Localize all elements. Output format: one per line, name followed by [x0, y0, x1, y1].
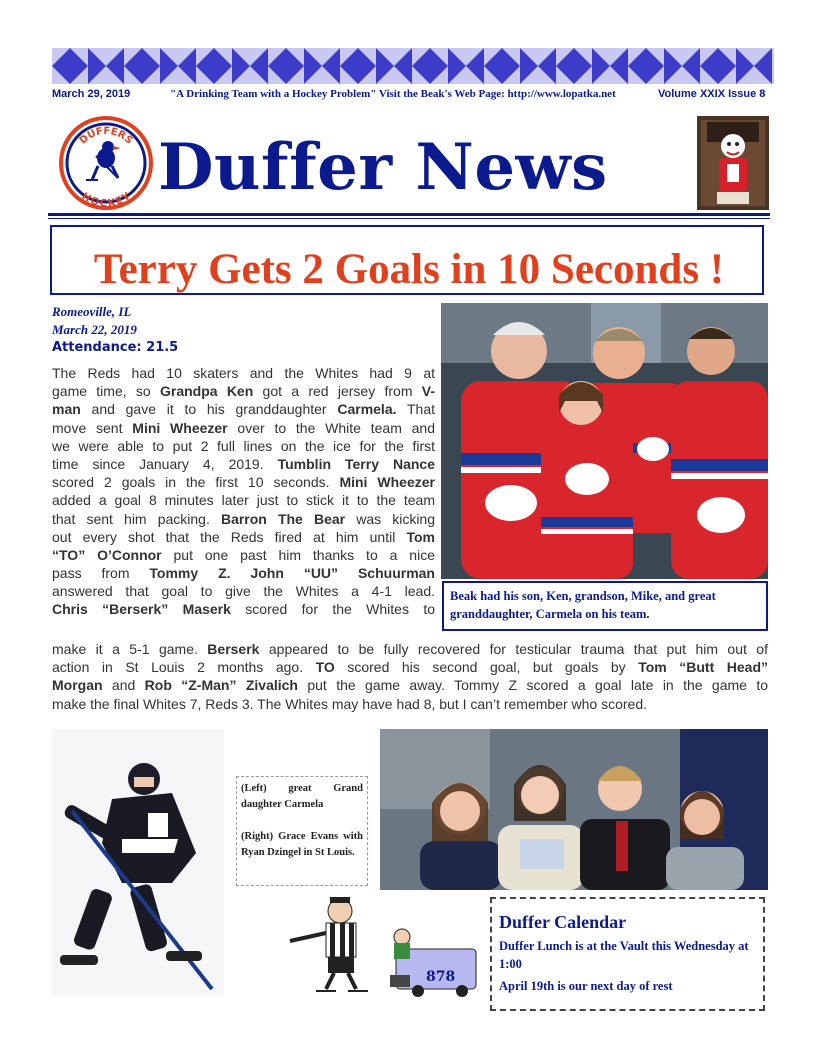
player-name: Rob “Z-Man” Zivalich	[144, 677, 298, 694]
masthead-rule-thin	[48, 218, 770, 219]
article-line: move sent Mini Wheezer over to the White team and	[52, 419, 435, 436]
article-line: make the final Whites 7, Reds 3. The Whites may have had 8, but I can’t remember who scored.	[52, 695, 648, 712]
masthead-title: Duffer News	[158, 130, 608, 205]
dateline-place: Romeoville, IL	[52, 304, 132, 319]
player-name: “TO” O’Connor	[52, 546, 162, 563]
player-name: Barron The Bear	[220, 510, 346, 527]
masthead-rule-thick	[48, 213, 770, 216]
player-name: Carmela.	[337, 401, 397, 418]
decorative-banner	[52, 48, 774, 84]
caption-left: (Left) great Grand daughter Carmela	[241, 783, 363, 810]
attendance: Attendance: 21.5	[52, 340, 179, 355]
article-line: out every shot that the Reds fired at him until Tom	[52, 528, 435, 545]
team-photo	[441, 303, 768, 579]
logo-text-top: DUFFERS	[77, 125, 135, 147]
dateline-date: March 22, 2019	[52, 322, 137, 337]
article-line: added a goal 8 minutes later just to stick it to the team	[52, 492, 435, 509]
article-line: scored 2 goals in the first 10 seconds. Mini Wheezer	[52, 474, 435, 491]
article-line: that sent him packing. Barron The Bear was kicking	[52, 510, 435, 527]
article-line: make it a 5-1 game. Berserk appeared to be fully recovered for testicular trauma that put him out of	[52, 641, 768, 657]
article-line: game time, so Grandpa Ken got a red jersey from V-	[52, 383, 435, 400]
article-line: The Reds had 10 skaters and the Whites had 9 at	[52, 365, 435, 381]
issue-date: March 29, 2019	[52, 88, 131, 100]
player-name: man	[52, 401, 81, 418]
player-name: Chris “Berserk” Maserk	[52, 601, 231, 618]
player-name: Tom “Butt Head”	[638, 659, 768, 676]
article-continued	[52, 640, 768, 713]
article-line: we were able to put 2 full lines on the ice for the first	[52, 437, 435, 454]
player-name: Tom	[406, 528, 435, 545]
calendar-item-rest: April 19th is our next day of rest	[499, 979, 673, 993]
player-name: Berserk	[207, 641, 260, 657]
photo-captions	[236, 776, 368, 886]
player-name: TO	[315, 659, 335, 676]
duffer-calendar	[490, 897, 765, 1011]
mascot-photo	[697, 116, 769, 210]
article-line: Chris “Berserk” Maserk scored for the Whites to	[52, 601, 435, 618]
player-name: Mini Wheezer	[339, 474, 435, 491]
article-line: action in St Louis 2 months ago. TO scored his second goal, but goals by Tom “Butt Head”	[52, 659, 768, 676]
article-column	[52, 364, 435, 619]
player-name: Tommy Z. John “UU” Schuurman	[149, 565, 435, 582]
headline: Terry Gets 2 Goals in 10 Seconds !	[93, 246, 725, 293]
caption-right: (Right) Grace Evans with Ryan Dzingel in St Louis.	[241, 831, 363, 858]
player-name: Tumblin Terry Nance	[277, 455, 435, 472]
player-name: Mini Wheezer	[132, 419, 228, 436]
referee-zamboni-cartoon	[286, 889, 486, 999]
player-name: V-	[421, 383, 435, 400]
team-photo-caption: Beak had his son, Ken, grandson, Mike, and great granddaughter, Carmela on his team.	[442, 581, 768, 631]
headline-box	[50, 225, 764, 295]
article-line: “TO” O’Connor put one past him thanks to a nice	[52, 546, 435, 563]
calendar-title: Duffer Calendar	[499, 912, 627, 932]
player-name: Morgan	[52, 677, 103, 694]
duffers-hockey-logo	[58, 116, 154, 210]
player-name: Grandpa Ken	[159, 383, 254, 400]
article-line: answered that goal to give the Whites a 4-1 lead.	[52, 583, 435, 600]
tagline: "A Drinking Team with a Hockey Problem" Visit the Beak's Web Page: http://www.lopatka.net	[170, 88, 616, 100]
article-line: Morgan and Rob “Z-Man” Zivalich put the game away. Tommy Z scored a goal late in the game to	[52, 677, 768, 694]
group-photo	[380, 729, 768, 890]
article-line: pass from Tommy Z. John “UU” Schuurman	[52, 565, 435, 582]
logo-text-bottom: HOCKEY	[79, 190, 133, 210]
volume-issue: Volume XXIX Issue 8	[658, 88, 766, 100]
calendar-item-lunch: Duffer Lunch is at the Vault this Wednesday at 1:00	[499, 939, 749, 971]
article-line: man and gave it to his granddaughter Carmela. That	[52, 401, 435, 418]
article-line: time since January 4, 2019. Tumblin Terry Nance	[52, 455, 435, 472]
zamboni-number: 878	[426, 969, 456, 985]
player-photo	[52, 729, 224, 995]
